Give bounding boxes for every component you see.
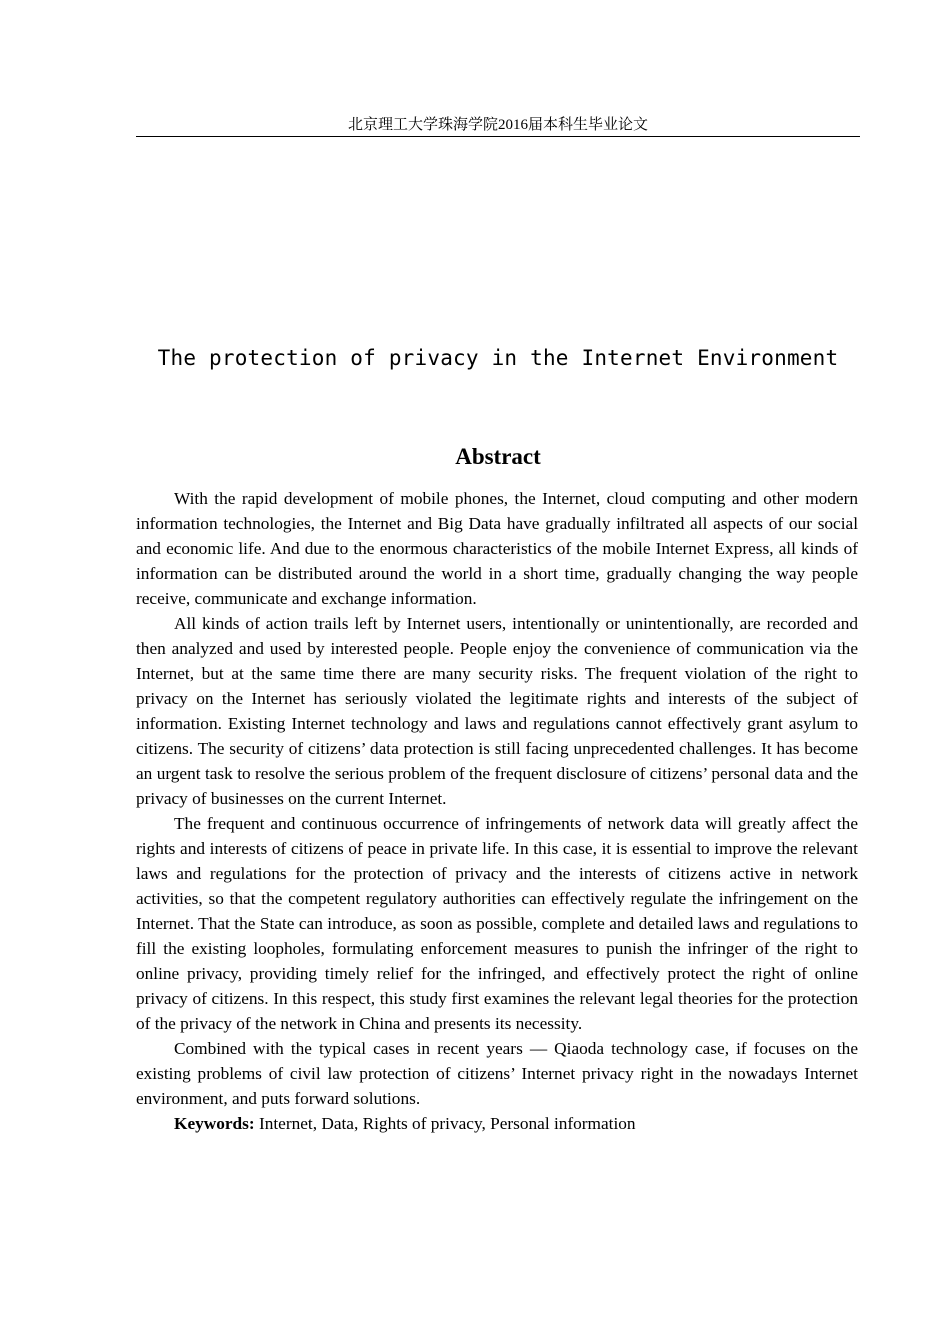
keywords-list: Internet, Data, Rights of privacy, Personal information [254,1114,636,1133]
abstract-body [136,486,858,1136]
abstract-paragraph: All kinds of action trails left by Internet users, intentionally or unintentionally, are recorded and then analyzed and used by interested people. People enjoy the convenience of communication via the Internet, but at the same time there are many security risks. The frequent violation of the right to privacy on the Internet has seriously violated the legitimate rights and interests of the subject of information. Existing Internet technology and laws and regulations cannot effectively grant asylum to citizens. The security of citizens’ data protection is still facing unprecedented challenges. It has become an urgent task to resolve the serious problem of the frequent disclosure of citizens’ personal data and the privacy of businesses on the current Internet. [136,614,858,808]
keywords-line [136,1111,858,1136]
header-thesis-label: 届本科生毕业论文 [528,115,649,133]
abstract-heading: Abstract [455,444,541,469]
abstract-paragraph: The frequent and continuous occurrence of infringements of network data will greatly affect the rights and interests of citizens of peace in private life. In this case, it is essential to improve the relevant laws and regulations for the protection of privacy and the interests of citizens active in network activities, so that the competent regulatory authorities can effectively regulate the infringement on the Internet. That the State can introduce, as soon as possible, complete and detailed laws and regulations to fill the existing loopholes, formulating enforcement measures to punish the infringer of the right to online privacy, providing timely relief for the infringed, and effectively protect the right of online privacy of citizens. In this respect, this study first examines the relevant legal theories for the protection of the privacy of the network in China and presents its necessity. [136,814,858,1033]
page-header [136,114,860,135]
abstract-paragraph: Combined with the typical cases in recent years — Qiaoda technology case, if focuses on the existing problems of civil law protection of citizens’ Internet privacy right in the nowadays Internet environment, and puts forward solutions. [136,1039,858,1108]
keywords-label: Keywords: [174,1114,255,1133]
header-year: 2016 [498,117,528,133]
abstract-paragraph: With the rapid development of mobile phones, the Internet, cloud computing and other modern information technologies, the Internet and Big Data have gradually infiltrated all aspects of our social and economic life. And due to the enormous characteristics of the mobile Internet Express, all kinds of information can be distributed around the world in a short time, gradually changing the way people receive, communicate and exchange information. [136,489,858,608]
header-university: 北京理工大学珠海学院 [347,115,498,133]
document-title: The protection of privacy in the Internet Environment [157,346,839,370]
header-divider [136,136,860,137]
